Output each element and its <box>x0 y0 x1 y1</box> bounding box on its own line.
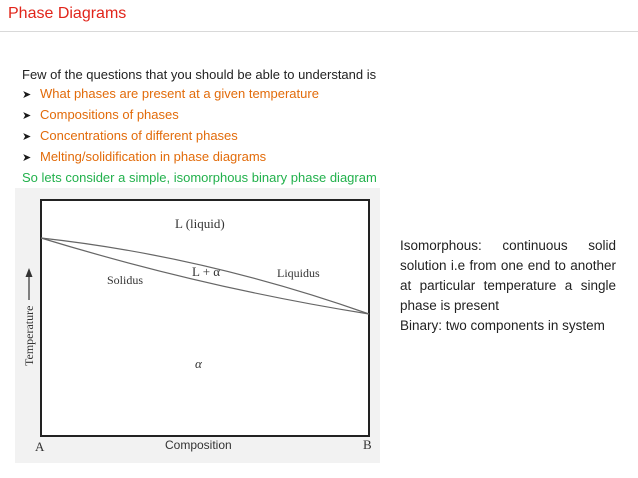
liquid-region-label: L (liquid) <box>175 216 225 231</box>
bullet-item <box>22 84 377 105</box>
bullet-text: What phases are present at a given temperature <box>40 86 319 101</box>
bullet-text: Compositions of phases <box>40 107 179 122</box>
solid-region-label: α <box>195 356 202 371</box>
intro-block <box>22 65 377 187</box>
phase-diagram-figure <box>15 188 380 463</box>
component-b-label: B <box>363 437 372 452</box>
binary-definition: Binary: two components in system <box>400 318 605 333</box>
arrowhead-bullet-icon: ➤ <box>22 152 32 164</box>
intro-closing: So lets consider a simple, isomorphous binary phase diagram <box>22 170 377 185</box>
component-a-label: A <box>35 439 45 454</box>
y-axis-label: Temperature <box>22 305 36 366</box>
arrowhead-bullet-icon: ➤ <box>22 89 32 101</box>
x-axis-label: Composition <box>165 438 232 452</box>
solidus-label: Solidus <box>107 273 144 287</box>
slide-title: Phase Diagrams <box>8 5 127 22</box>
bullet-text: Concentrations of different phases <box>40 128 238 143</box>
explanation-text <box>400 236 616 336</box>
two-phase-region-label: L + α <box>192 264 221 279</box>
title-divider <box>0 31 638 32</box>
arrowhead-bullet-icon: ➤ <box>22 131 32 143</box>
bullet-text: Melting/solidification in phase diagrams <box>40 149 267 164</box>
arrowhead-bullet-icon: ➤ <box>22 110 32 122</box>
liquidus-label: Liquidus <box>277 266 320 280</box>
isomorphous-definition: Isomorphous: continuous solid solution i.e from one end to another at particular temperature a single phase is present <box>400 238 616 313</box>
bullet-item <box>22 147 377 168</box>
diagram-frame <box>41 200 369 436</box>
bullet-item <box>22 126 377 147</box>
intro-lead: Few of the questions that you should be able to understand is <box>22 67 377 82</box>
bullet-item <box>22 105 377 126</box>
